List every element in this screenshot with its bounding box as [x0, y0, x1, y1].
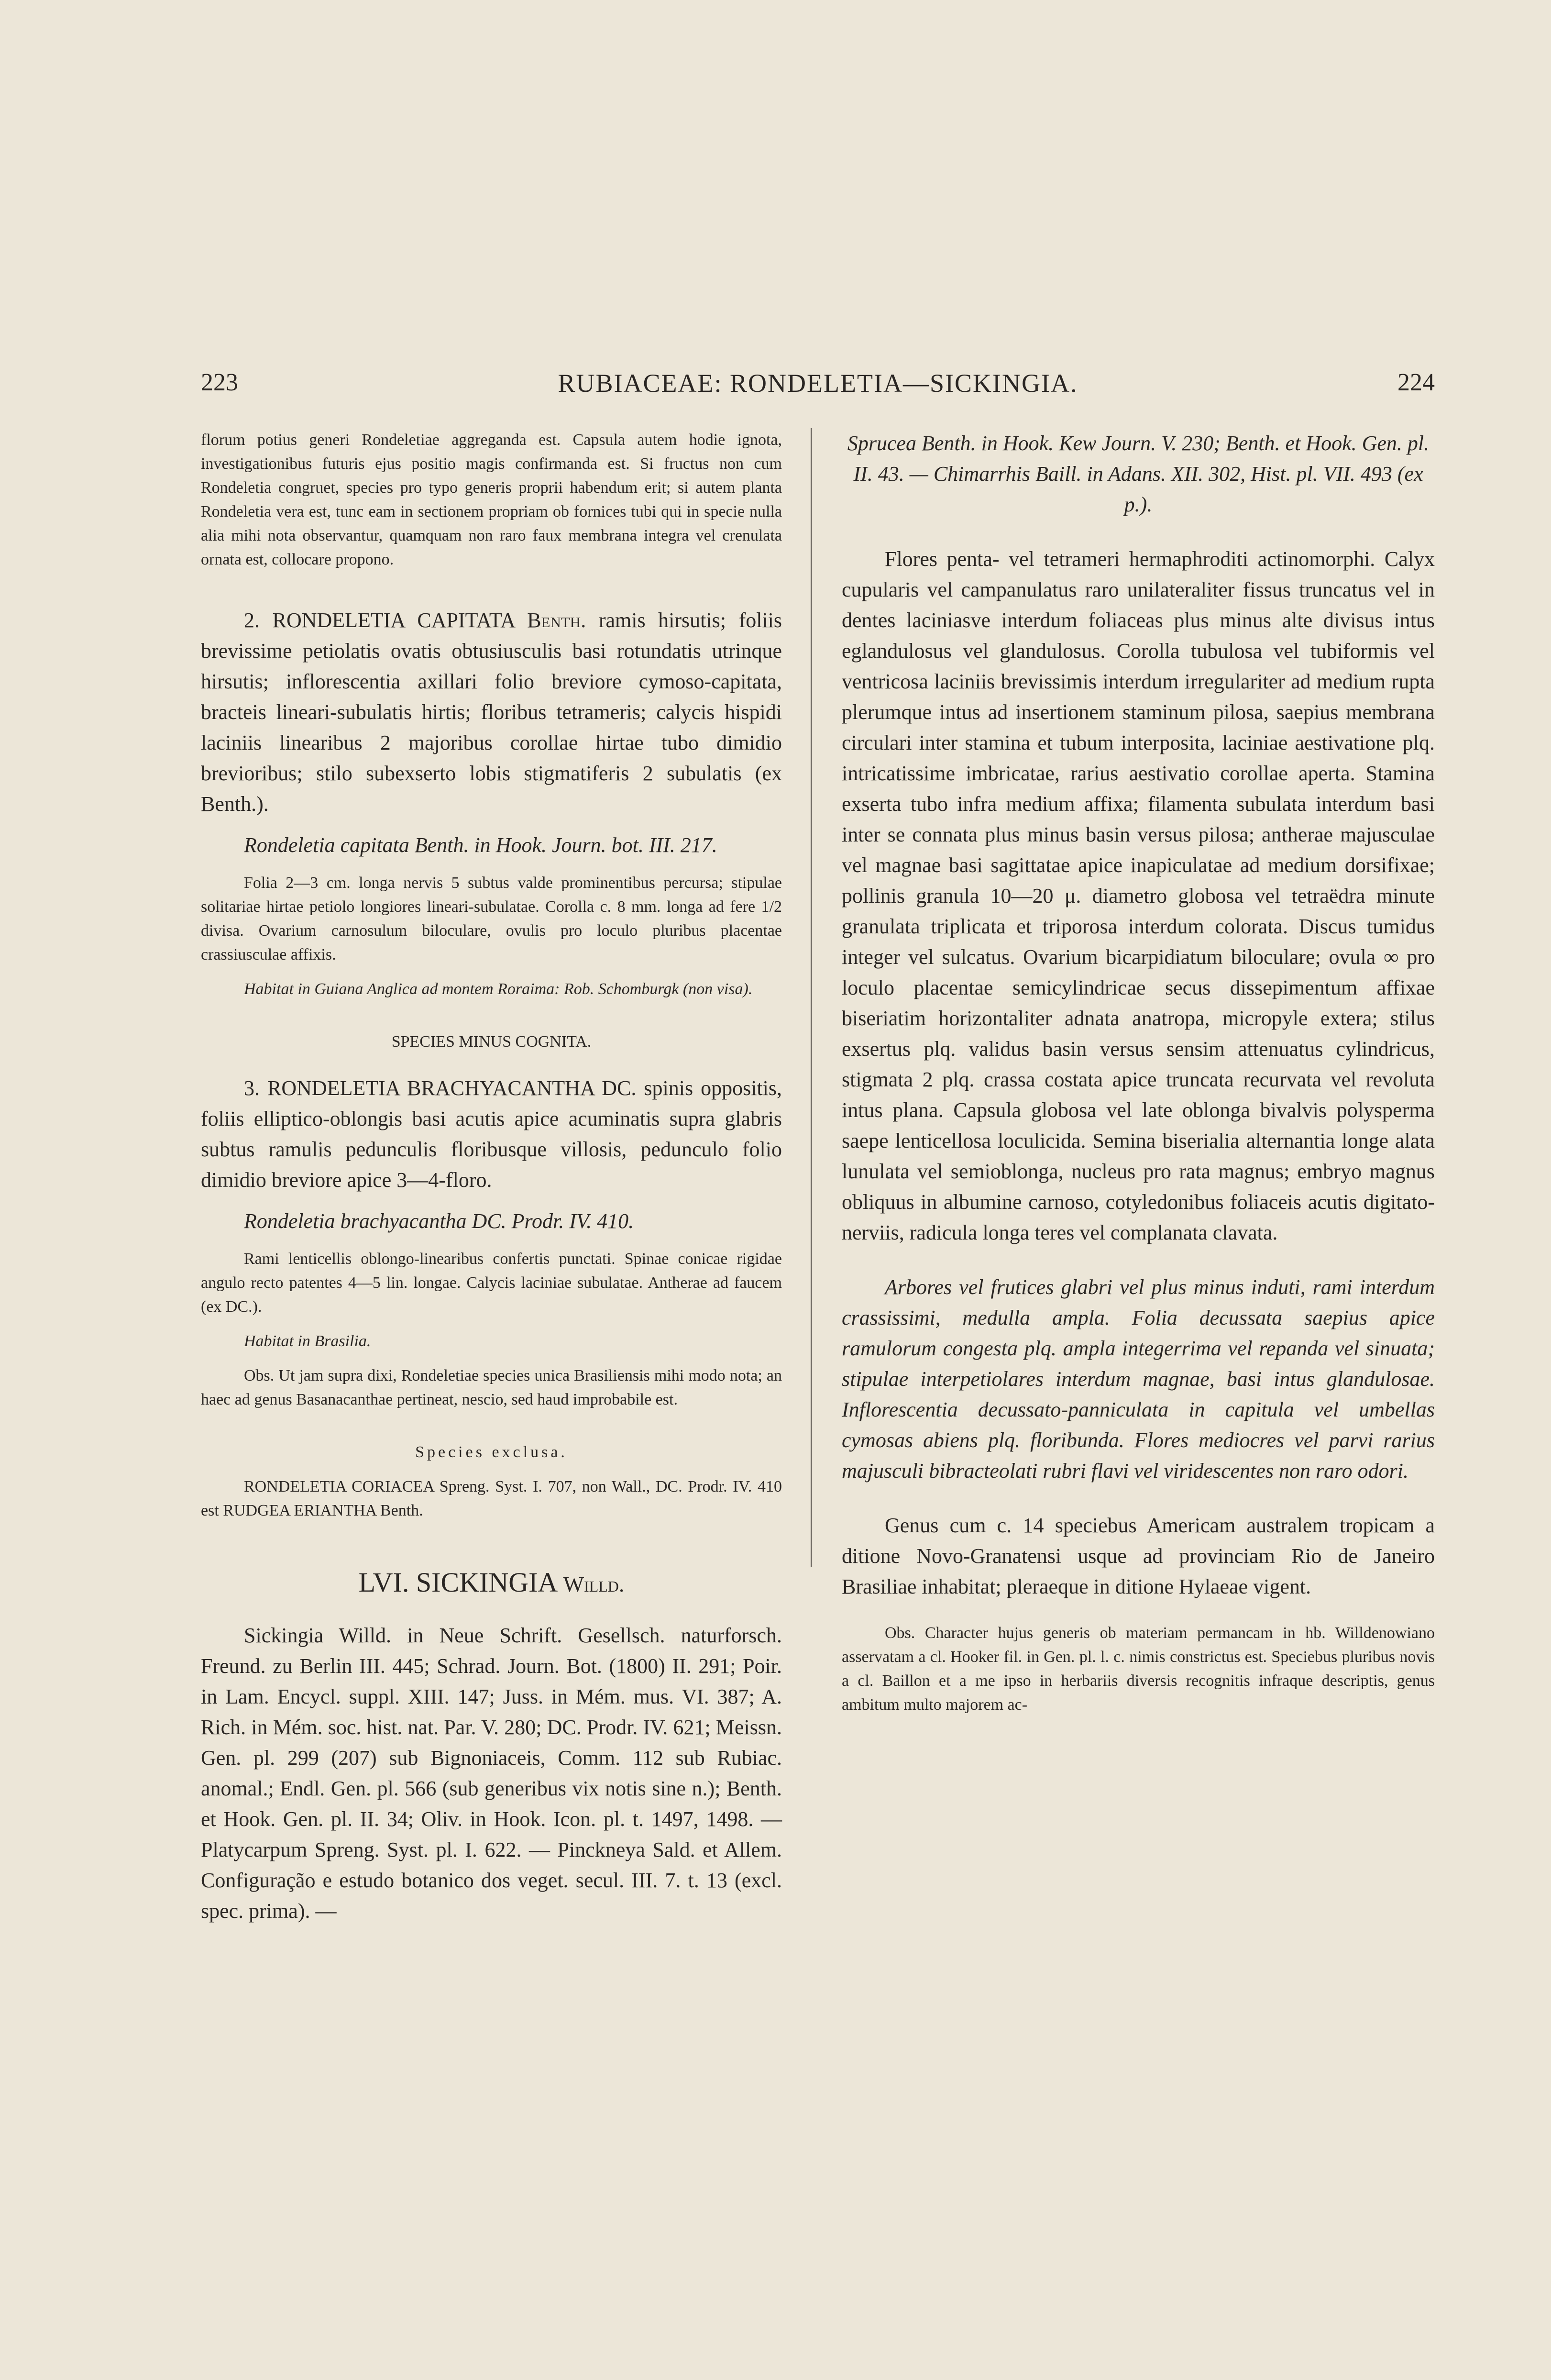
- genus-title: LVI. SICKINGIA: [358, 1567, 557, 1598]
- species-3-title: 3. RONDELETIA BRACHYACANTHA: [244, 1076, 594, 1100]
- column-divider: [811, 428, 812, 1567]
- species-3-description: Rami lenticellis oblongo-linearibus confertis punctati. Spinae conicae rigidae angulo recto patentes 4—5 lin. longae. Calycis laciniae subulatae. Antherae ad faucem (ex DC.).: [201, 1250, 782, 1316]
- species-2-diagnosis: [201, 605, 782, 819]
- species-2-habitat: Habitat in Guiana Anglica ad montem Roraima: Rob. Schomburgk (non visa).: [244, 980, 753, 998]
- species-exclusa-text: RONDELETIA CORIACEA Spreng. Syst. I. 707, non Wall., DC. Prodr. IV. 410 est RUDGEA ERIANTHA Benth.: [201, 1478, 782, 1519]
- page-header: [201, 368, 1435, 416]
- species-2-title: 2. RONDELETIA CAPITATA: [244, 609, 515, 632]
- genus-synonymy-continued: Sprucea Benth. in Hook. Kew Journ. V. 230; Benth. et Hook. Gen. pl. II. 43. — Chimarrhis Baill. in Adans. XII. 302, Hist. pl. VII. 493 (ex p.).: [847, 432, 1430, 516]
- species-3-author: DC.: [602, 1076, 637, 1100]
- page-number-left: 223: [201, 369, 238, 396]
- genus-habit: Arbores vel frutices glabri vel plus minus induti, rami interdum crassissimi, medulla ampla. Folia decussata saepius apice ramulorum congesta plq. ampla integerrima vel repanda vel sinuata; stipulae interpetiolares interdum magnae, basi intus glandulosae. Inflorescentia decussato-panniculata in capitula vel umbellas cymosas abiens plq. floribunda. Flores mediocres vel parvi rarius majusculi bibracteolati rubri flavi vel viridescentes non raro odori.: [842, 1275, 1435, 1483]
- running-title: RUBIACEAE: RONDELETIA—SICKINGIA.: [558, 369, 1078, 398]
- genus-synonymy: Sickingia Willd. in Neue Schrift. Gesellsch. naturforsch. Freund. zu Berlin III. 445; Schrad. Journ. Bot. (1800) II. 291; Poir. in Lam. Encycl. suppl. XIII. 147; Juss. in Mém. mus. VI. 387; A. Rich. in Mém. soc. hist. nat. Par. V. 280; DC. Prodr. IV. 621; Meissn. Gen. pl. 299 (207) sub Bignoniaceis, Comm. 112 sub Rubiac. anomal.; Endl. Gen. pl. 566 (sub generibus vix notis sine n.); Benth. et Hook. Gen. pl. II. 34; Oliv. in Hook. Icon. pl. t. 1497, 1498. — Platycarpum Spreng. Syst. pl. I. 622. — Pinckneya Sald. et Allem. Configuração e estudo botanico dos veget. secul. III. 7. t. 13 (excl. spec. prima). —: [201, 1624, 782, 1923]
- species-exclusa-heading: Species exclusa.: [415, 1443, 568, 1461]
- species-2-synonym: Rondeletia capitata Benth. in Hook. Journ. bot. III. 217.: [244, 833, 717, 857]
- genus-observation: Obs. Character hujus generis ob materiam permancam in hb. Willdenowiano asservatam a cl. Hooker fil. in Gen. pl. l. c. nimis constrictus est. Speciebus pluribus novis a cl. Baillon et a me ipso in herbariis diversis recognitis infraque descriptis, genus ambitum multo majorem ac-: [842, 1624, 1435, 1714]
- species-minus-cognita-heading: SPECIES MINUS COGNITA.: [391, 1033, 592, 1051]
- species-2-author: Benth.: [527, 609, 586, 632]
- genus-heading: [201, 1566, 782, 1601]
- right-column: [842, 428, 1435, 1717]
- intro-paragraph: florum potius generi Rondeletiae aggreganda est. Capsula autem hodie ignota, investigationibus futuris ejus positio magis confirmanda est. Si fructus non cum Rondeletia congruet, species pro typo generis proprii habendum erit; si autem planta Rondeletia vera est, tunc eam in sectionem propriam ob fornices tubi qui in specie nulla alia mihi nota observantur, quamquam non raro faux membrana integra vel crenulata ornata est, collocare propono.: [201, 431, 782, 568]
- left-column: [201, 428, 782, 1926]
- genus-author: Willd.: [563, 1572, 625, 1596]
- page-number-right: 224: [1397, 369, 1435, 396]
- species-3-observation: Obs. Ut jam supra dixi, Rondeletiae species unica Brasiliensis mihi modo nota; an haec ad genus Basanacanthae pertineat, nescio, sed haud improbabile est.: [201, 1367, 782, 1408]
- species-3-synonym: Rondeletia brachyacantha DC. Prodr. IV. 410.: [244, 1209, 634, 1233]
- species-2-description: Folia 2—3 cm. longa nervis 5 subtus valde prominentibus percursa; stipulae solitariae hirtae petiolo longiores lineari-subulatae. Corolla c. 8 mm. longa ad fere 1/2 divisa. Ovarium carnosulum biloculare, ovulis pro loculo pluribus placentae crassiusculae affixis.: [201, 874, 782, 963]
- species-2-diagnosis-text: ramis hirsutis; foliis brevissime petiolatis ovatis obtusiusculis basi rotundatis utrinque hirsutis; inflorescentia axillari folio breviore cymoso-capitata, bracteis lineari-subulatis hirtis; floribus tetrameris; calycis hispidi laciniis linearibus 2 majoribus corollae hirtae tubo dimidio brevioribus; stilo subexserto lobis stigmatiferis 2 subulatis (ex Benth.).: [201, 609, 782, 816]
- species-3-habitat: Habitat in Brasilia.: [244, 1332, 371, 1350]
- genus-description: Flores penta- vel tetrameri hermaphroditi actinomorphi. Calyx cupularis vel campanulatus raro unilateraliter fissus truncatus vel in dentes laciniasve interdum foliaceas plus minus alte divisus intus eglandulosus vel glandulosus. Corolla tubulosa vel tubiformis vel ventricosa laciniis brevissimis interdum irregulariter ad medium rupta plerumque intus ad insertionem staminum pilosa, saepius membrana circulari inter stamina et tubum interposita, laciniae aestivatione plq. intricatissime imbricatae, rarius aestivatio corollae aperta. Stamina exserta tubo infra medium affixa; filamenta subulata interdum basi inter se connata plus minus basin versus pilosa; antherae majusculae vel magnae basi sagittatae apice inapiculatae ad medium dorsifixae; pollinis granula 10—20 μ. diametro globosa vel tetraëdra minute granulata triplicata et triporosa interdum colorata. Discus tumidus integer vel sulcatus. Ovarium bicarpidiatum biloculare; ovula ∞ pro loculo placentae semicylindricae secus dissepimentum affixae biseriatim horizontaliter adnata anatropa, micropyle extera; stilus exsertus plq. validus basin versus sensim attenuatus cylindricus, stigmata 2 plq. crassa costata apice truncata recurvata vel revoluta intus plana. Capsula globosa vel late oblonga bivalvis polysperma saepe lenticellosa loculicida. Semina biserialia alternantia longe alata lunulata vel semioblonga, nucleus pro rata magnus; embryo magnus obliquus in albumine carnoso, cotyledonibus foliaceis acutis digitato-nerviis, radicula longa teres vel complanata clavata.: [842, 547, 1435, 1244]
- species-3-diagnosis-text: spinis oppositis, foliis elliptico-oblongis basi acutis apice acuminatis supra glabris subtus ramulis pedunculis floribusque villosis, pedunculo folio dimidio breviore apice 3—4-floro.: [201, 1076, 782, 1192]
- species-3-diagnosis: [201, 1073, 782, 1196]
- genus-distribution: Genus cum c. 14 speciebus Americam australem tropicam a ditione Novo-Granatensi usque ad provinciam Rio de Janeiro Brasiliae inhabitat; pleraeque in ditione Hylaeae vigent.: [842, 1514, 1435, 1598]
